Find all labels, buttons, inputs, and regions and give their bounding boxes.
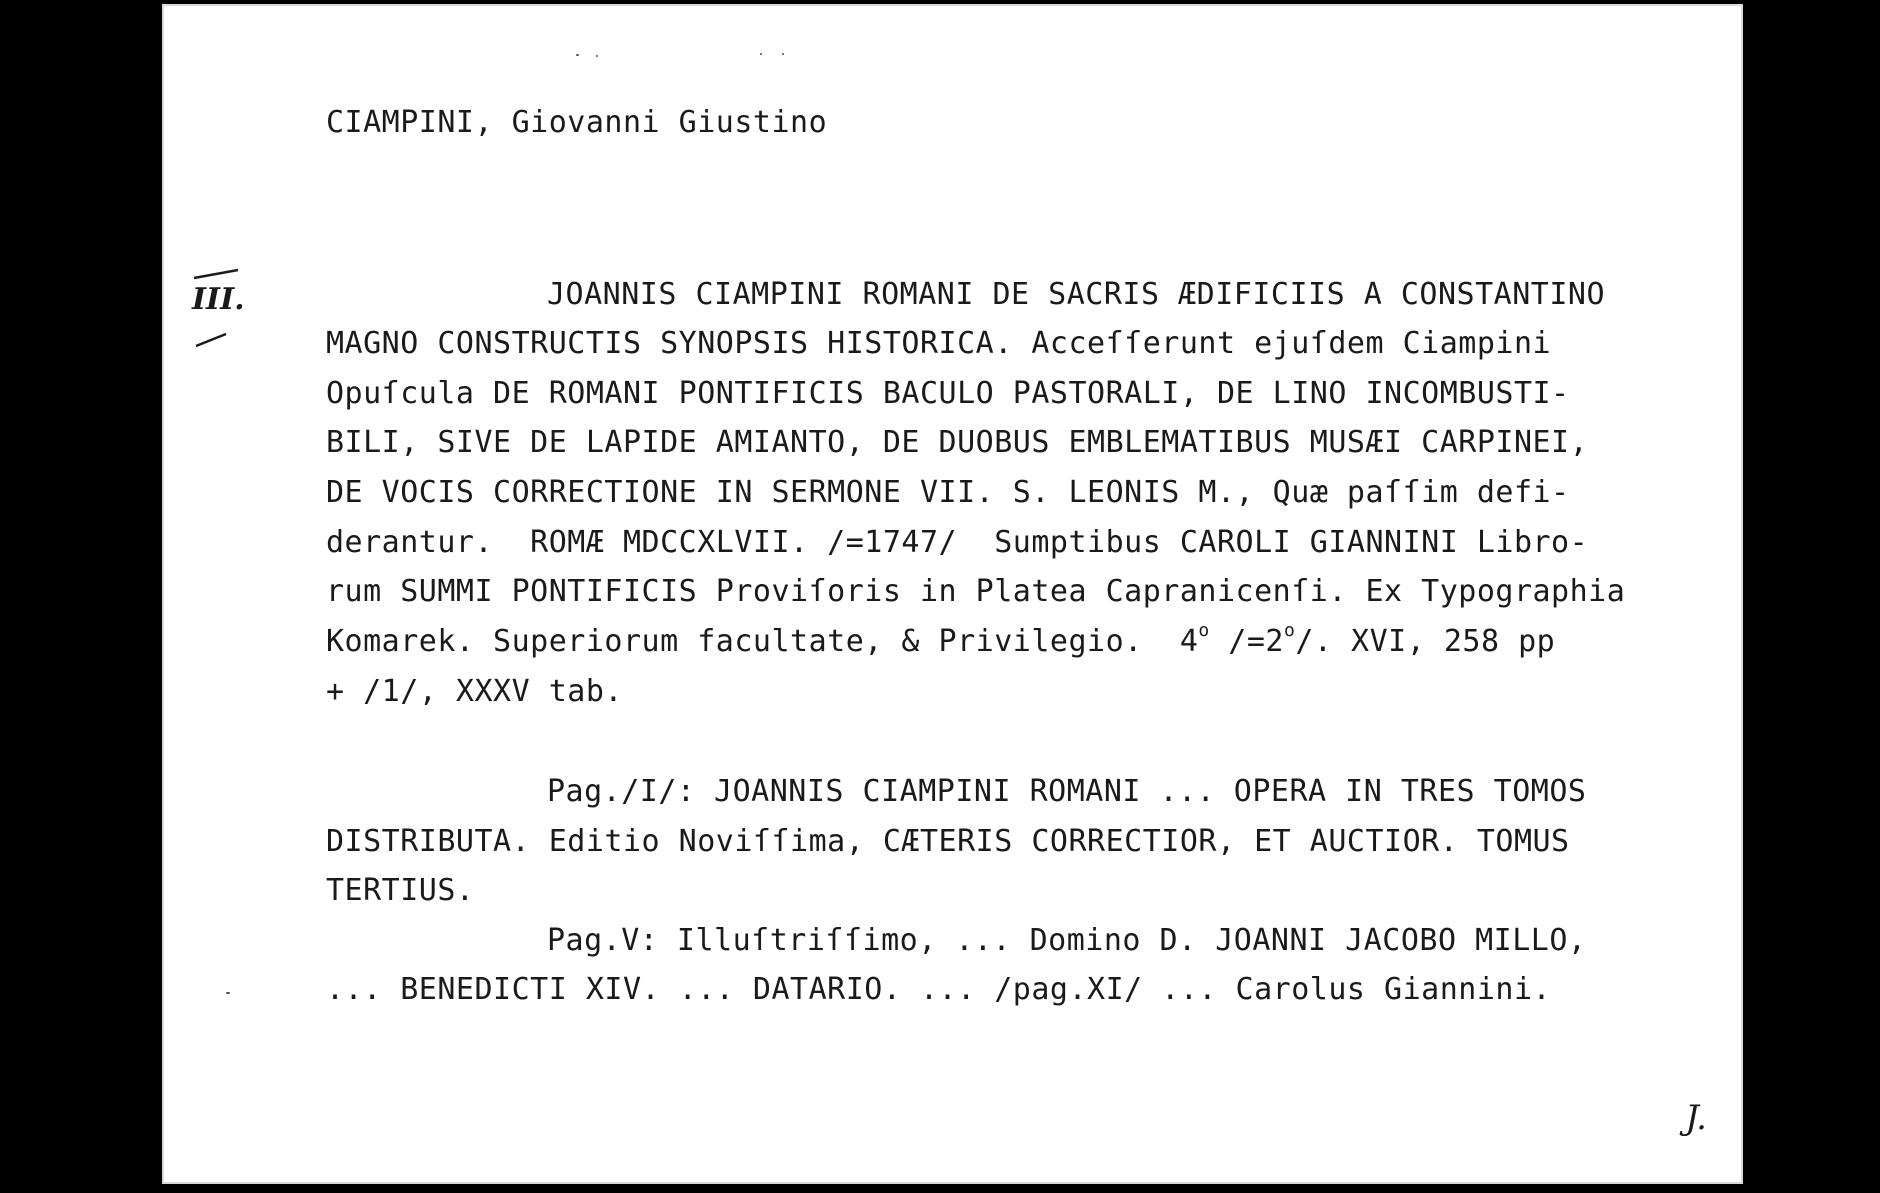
scan-speck (226, 992, 230, 994)
scan-speck (782, 53, 784, 55)
shelf-mark: III. (192, 282, 245, 317)
note-line: ... BENEDICTI XIV. ... DATARIO. ... /pag.XI/ ... Carolus Giannini. (326, 972, 1552, 1007)
scan-speck (576, 54, 579, 56)
note-line: TERTIUS. (326, 873, 475, 908)
degree-mark: o (1284, 620, 1296, 641)
pagination: /. XVI, 258 pp (1295, 624, 1556, 659)
degree-mark: o (1198, 620, 1210, 641)
author-heading: CIAMPINI, Giovanni Giustino (326, 105, 828, 140)
note-line: DISTRIBUTA. Editio Noviſſima, CÆTERIS CORRECTIOR, ET AUCTIOR. TOMUS (326, 824, 1570, 859)
note-line: Pag./I/: JOANNIS CIAMPINI ROMANI ... OPERA IN TRES TOMOS (547, 774, 1587, 809)
scan-speck (760, 53, 762, 55)
description-line-imprint (326, 620, 1556, 659)
description-line: + /1/, XXXV tab. (326, 674, 623, 709)
description-line: derantur. ROMÆ MDCCXLVII. /=1747/ Sumptibus CAROLI GIANNINI Libro- (326, 525, 1589, 560)
format-size (1179, 620, 1556, 659)
description-line: MAGNO CONSTRUCTIS SYNOPSIS HISTORICA. Acceſſerunt ejuſdem Ciampini (326, 326, 1552, 361)
format-quarto: 4 (1179, 624, 1199, 659)
description-line: Opuſcula DE ROMANI PONTIFICIS BACULO PASTORALI, DE LINO INCOMBUSTI- (326, 376, 1570, 411)
imprint-text: Komarek. Superiorum facultate, & Privilegio. (326, 624, 1143, 659)
description-line: JOANNIS CIAMPINI ROMANI DE SACRIS ÆDIFICIIS A CONSTANTINO (547, 277, 1606, 312)
description-line: BILI, SIVE DE LAPIDE AMIANTO, DE DUOBUS EMBLEMATIBUS MUSÆI CARPINEI, (326, 425, 1589, 460)
description-line: rum SUMMI PONTIFICIS Proviſoris in Platea Capranicenſi. Ex Typographia (326, 574, 1626, 609)
format-folio: /=2 (1209, 624, 1284, 659)
description-line: DE VOCIS CORRECTIONE IN SERMONE VII. S. LEONIS M., Quæ paſſim defi- (326, 475, 1570, 510)
cataloguer-initials: J. (1685, 1098, 1707, 1138)
scan-speck (596, 55, 598, 57)
catalog-card (162, 4, 1743, 1184)
note-line: Pag.V: Illuſtriſſimo, ... Domino D. JOANNI JACOBO MILLO, (547, 923, 1587, 958)
